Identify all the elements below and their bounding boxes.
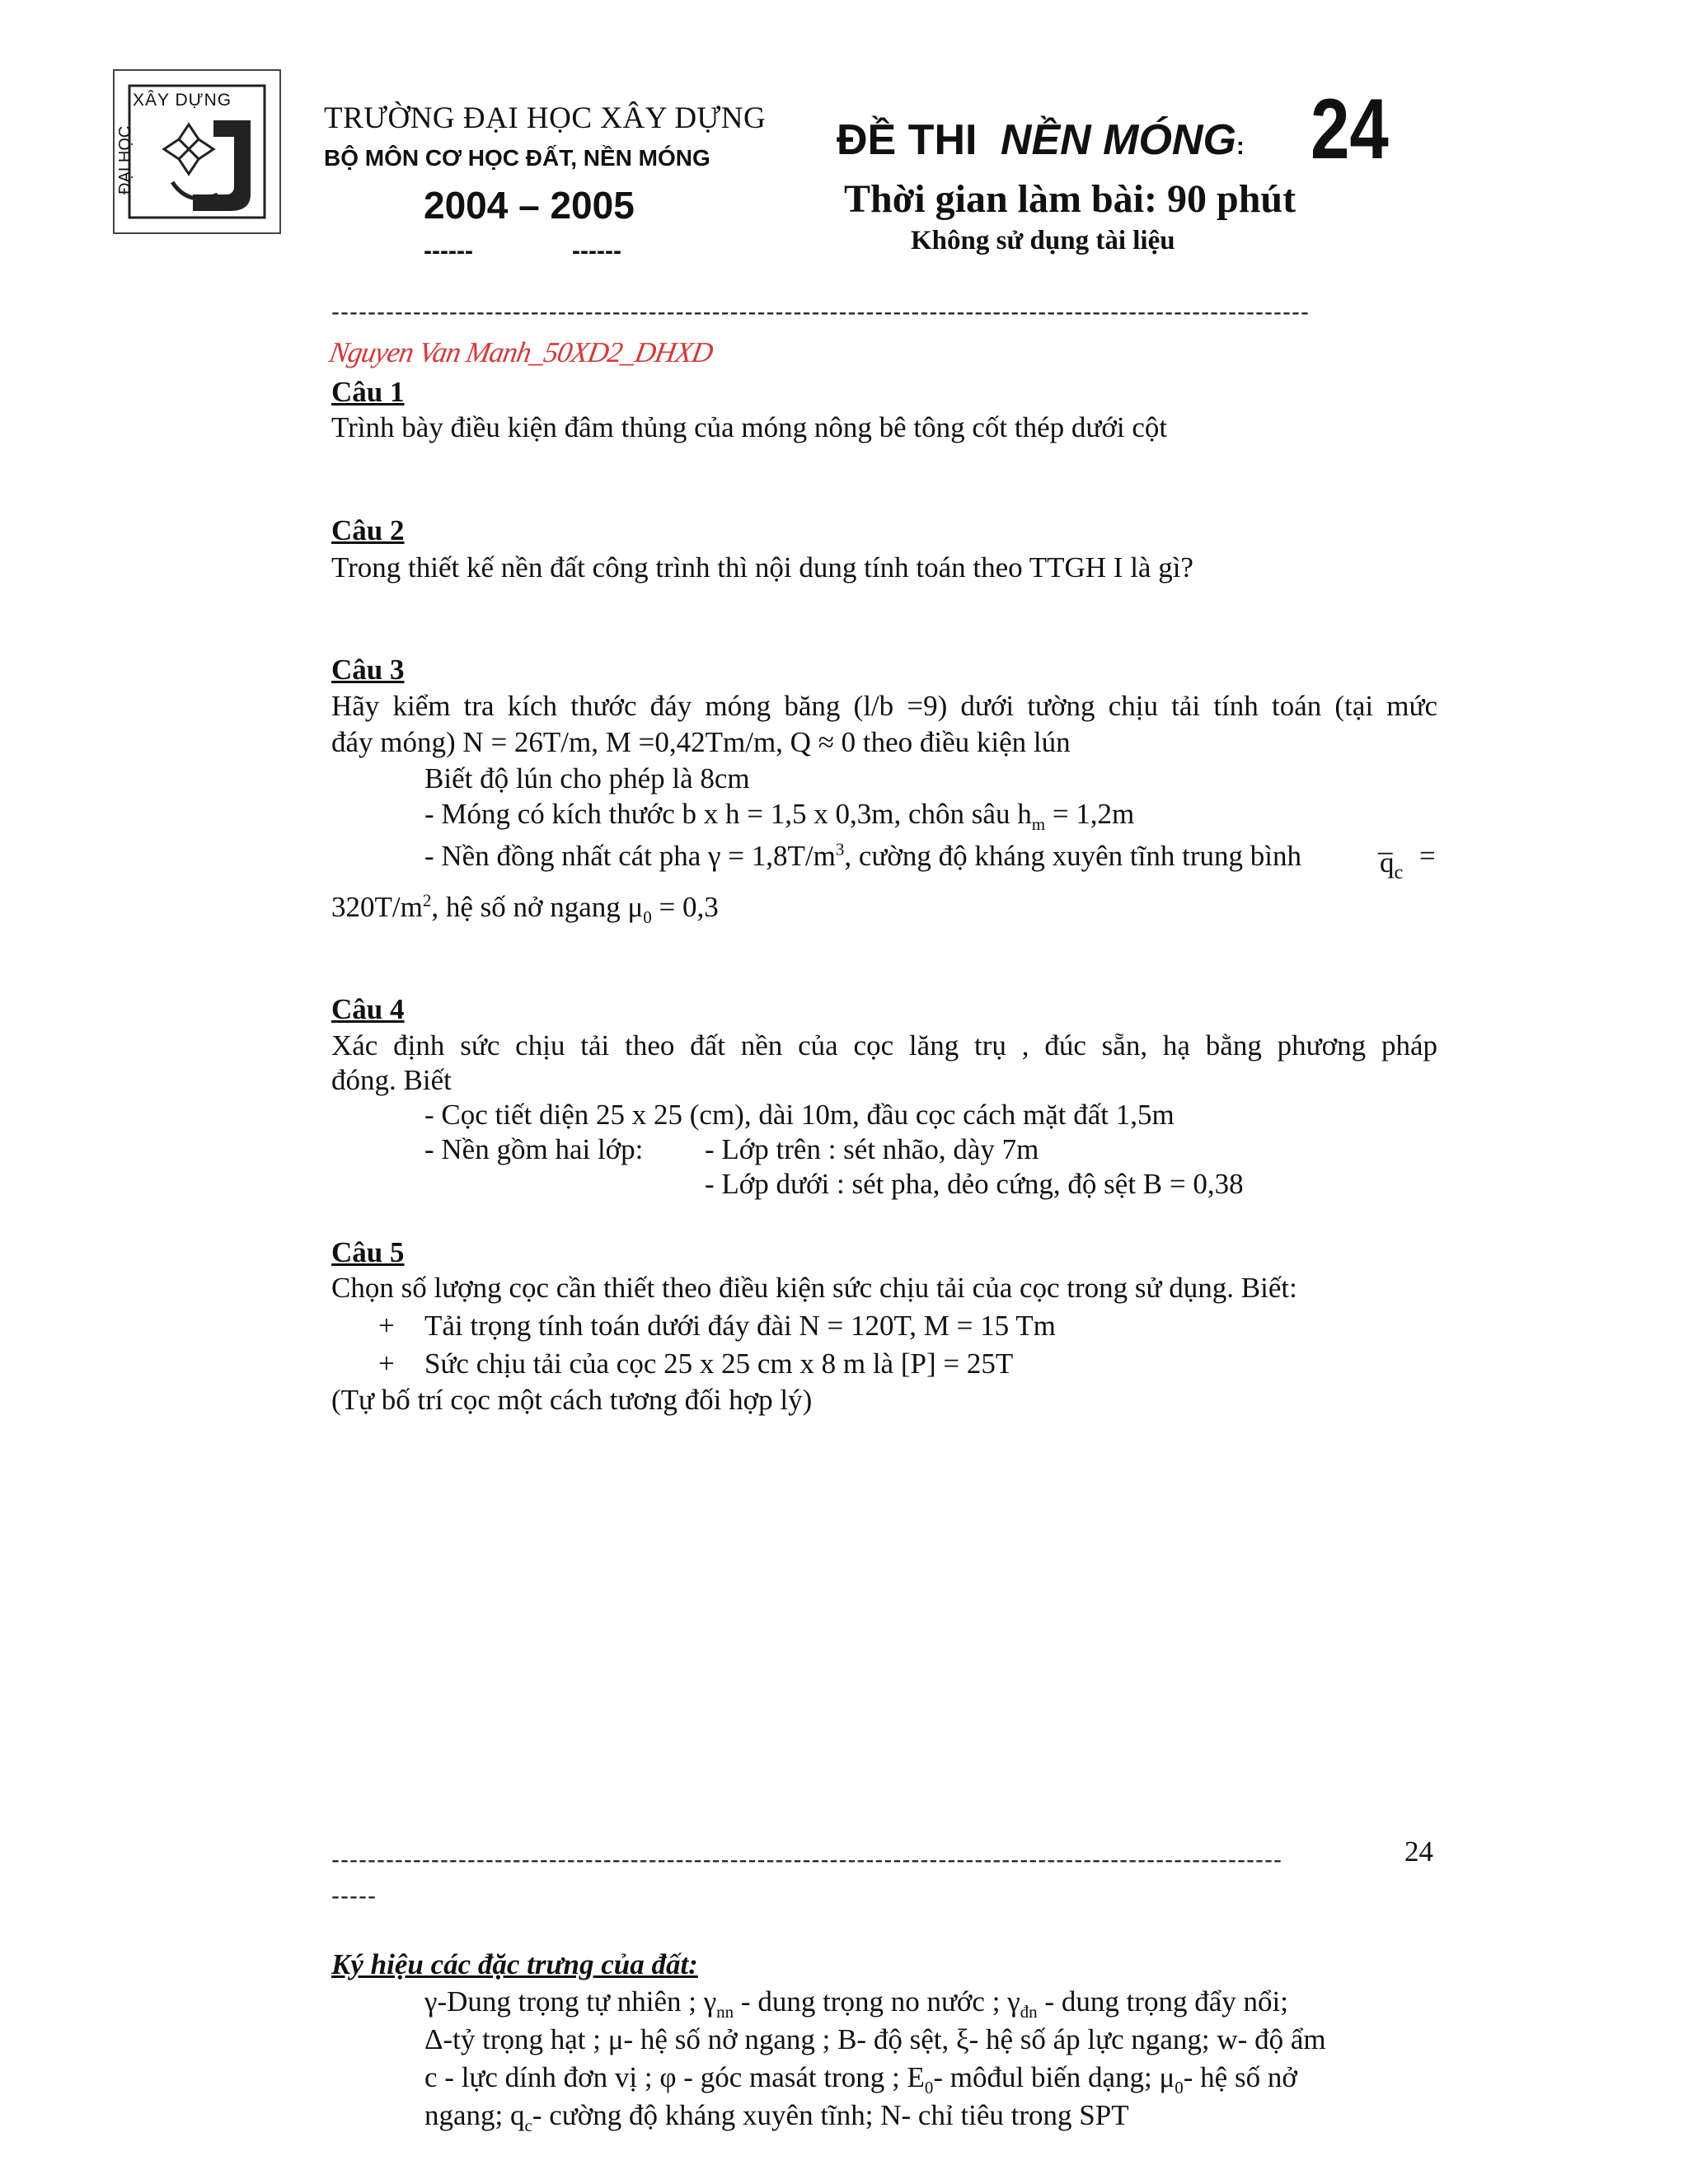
question-5-bullet-1: + (378, 1310, 395, 1342)
q3-line6-part-c: = 0,3 (651, 891, 719, 923)
legend-line4-part-b: - cường độ kháng xuyên tĩnh; N- chỉ tiêu trong SPT (532, 2099, 1129, 2131)
legend-line-1 (424, 1985, 1288, 2022)
q3-line4-part-b: = 1,2m (1045, 798, 1135, 830)
legend-line-4 (424, 2098, 1129, 2133)
question-4-bottom-layer: - Lớp dưới : sét pha, dẻo cứng, độ sệt B = 0,38 (705, 1168, 1244, 1200)
legend-line3-part-b: - môđul biến dạng; μ (933, 2061, 1175, 2093)
exam-subject: NỀN MÓNG (1000, 116, 1236, 164)
qc-q: q (1380, 846, 1395, 879)
question-2-title: Câu 2 (331, 514, 405, 546)
legend-line3-part-a: c - lực dính đơn vị ; φ - góc masát trong ; E (424, 2061, 925, 2093)
q3-line5-part-b: , cường độ kháng xuyên tĩnh trung bình (844, 840, 1301, 872)
legend-title: Ký hiệu các đặc trưng của đất: (331, 1948, 698, 1980)
legend-line1-part-a: γ-Dung trọng tự nhiên ; γ (424, 1985, 717, 2018)
question-3-line-1: Hãy kiểm tra kích thước đáy móng băng (l/b =9) dưới tường chịu tải tính toán (tại mức (331, 690, 1437, 722)
question-1-text: Trình bày điều kiện đâm thủng của móng nông bê tông cốt thép dưới cột (331, 411, 1168, 443)
q3-line6-subscript: 0 (643, 907, 652, 927)
top-separator: ------------------------------------------------------------------------------------------------------------ (331, 298, 1310, 326)
exam-time: Thời gian làm bài: 90 phút (844, 177, 1296, 221)
q3-line5-part-a: - Nền đồng nhất cát pha γ = 1,8T/m (424, 840, 836, 872)
qc-subscript: c (1394, 861, 1404, 883)
question-5-line-1: Chọn số lượng cọc cần thiết theo điều kiện sức chịu tải của cọc trong sử dụng. Biết: (331, 1272, 1297, 1304)
question-1-title: Câu 1 (331, 376, 405, 408)
handwritten-signature (326, 336, 715, 369)
legend-line3-sub-1: 0 (924, 2078, 934, 2097)
legend-line4-sub: c (524, 2116, 532, 2135)
question-4-line-2: đóng. Biết (331, 1064, 452, 1096)
legend-line-3 (424, 2060, 1297, 2095)
exam-note: Không sử dụng tài liệu (911, 226, 1175, 255)
q3-line6-superscript: 2 (422, 890, 432, 911)
exam-title (837, 115, 1245, 165)
legend-line-2: Δ-tỷ trọng hạt ; μ- hệ số nở ngang ; B- độ sệt, ξ- hệ số áp lực ngang; w- độ ẩm (424, 2023, 1326, 2055)
exam-prefix: ĐỀ THI (837, 116, 978, 164)
academic-year: 2004 – 2005 (424, 184, 635, 227)
year-dashes-left: ------ (424, 237, 473, 265)
q3-line4-subscript: m (1031, 814, 1046, 834)
q3-line6-part-b: , hệ số nở ngang μ (431, 891, 644, 923)
question-4-title: Câu 4 (331, 993, 405, 1025)
page-number: 24 (1404, 1835, 1433, 1868)
legend-line4-part-a: ngang; q (424, 2099, 525, 2131)
question-5-item-1: Tải trọng tính toán dưới đáy đài N = 120T, M = 15 Tm (424, 1310, 1056, 1342)
legend-line1-sub-1: nn (716, 2002, 734, 2022)
q3-line5-superscript: 3 (835, 839, 845, 860)
question-3-line-5 (424, 839, 1301, 874)
question-4-layers-label: - Nền gồm hai lớp: (424, 1133, 644, 1165)
legend-line1-sub-2: đn (1020, 2002, 1038, 2022)
qc-symbol (1380, 846, 1404, 883)
legend-line1-part-b: - dung trọng no nước ; γ (734, 1985, 1020, 2018)
footer-separator-tail: ----- (331, 1882, 377, 1910)
legend-line3-sub-2: 0 (1175, 2078, 1184, 2097)
question-5-note: (Tự bố trí cọc một cách tương đối hợp lý) (331, 1384, 813, 1416)
question-3-title: Câu 3 (331, 654, 405, 686)
q3-line6-part-a: 320T/m (331, 891, 423, 923)
question-4-line-3: - Cọc tiết diện 25 x 25 (cm), dài 10m, đầu cọc cách mặt đất 1,5m (424, 1099, 1175, 1131)
question-4-top-layer: - Lớp trên : sét nhão, dày 7m (705, 1133, 1039, 1165)
question-5-item-2: Sức chịu tải của cọc 25 x 25 cm x 8 m là [P] = 25T (424, 1347, 1014, 1380)
question-3-line-4 (424, 797, 1134, 832)
question-5-bullet-2: + (378, 1347, 395, 1380)
logo-side-text: ĐẠI HỌC (116, 125, 134, 194)
signature-text: Nguyen Van Manh_50XD2_DHXD (326, 336, 715, 368)
logo-top-text: XÂY DỰNG (133, 91, 232, 110)
qc-equals: = (1419, 840, 1436, 872)
exam-colon: : (1236, 133, 1245, 160)
exam-number: 24 (1311, 82, 1389, 177)
q3-line4-part-a: - Móng có kích thước b x h = 1,5 x 0,3m, chôn sâu h (424, 798, 1032, 830)
school-name: TRƯỜNG ĐẠI HỌC XÂY DỰNG (324, 101, 767, 135)
year-dashes-right: ------ (572, 237, 621, 265)
question-4-line-1: Xác định sức chịu tải theo đất nền của cọc lăng trụ , đúc sẵn, hạ bằng phương pháp (331, 1029, 1437, 1062)
footer-separator: --------------------------------------------------------------------------------------------------------- (331, 1846, 1282, 1873)
university-logo (113, 69, 281, 234)
legend-line1-part-c: - dung trọng đẩy nổi; (1037, 1985, 1288, 2018)
question-2-text: Trong thiết kế nền đất công trình thì nội dung tính toán theo TTGH I là gì? (331, 551, 1193, 583)
qc-bar: _ (1378, 825, 1393, 857)
question-3-line-6 (331, 890, 719, 925)
question-3-line-2: đáy móng) N = 26T/m, M =0,42Tm/m, Q ≈ 0 theo điều kiện lún (331, 726, 1071, 758)
department-name: BỘ MÔN CƠ HỌC ĐẤT, NỀN MÓNG (324, 145, 710, 171)
legend-line3-part-c: - hệ số nở (1183, 2061, 1297, 2093)
question-5-title: Câu 5 (331, 1236, 405, 1268)
question-3-line-3: Biết độ lún cho phép là 8cm (424, 762, 750, 794)
